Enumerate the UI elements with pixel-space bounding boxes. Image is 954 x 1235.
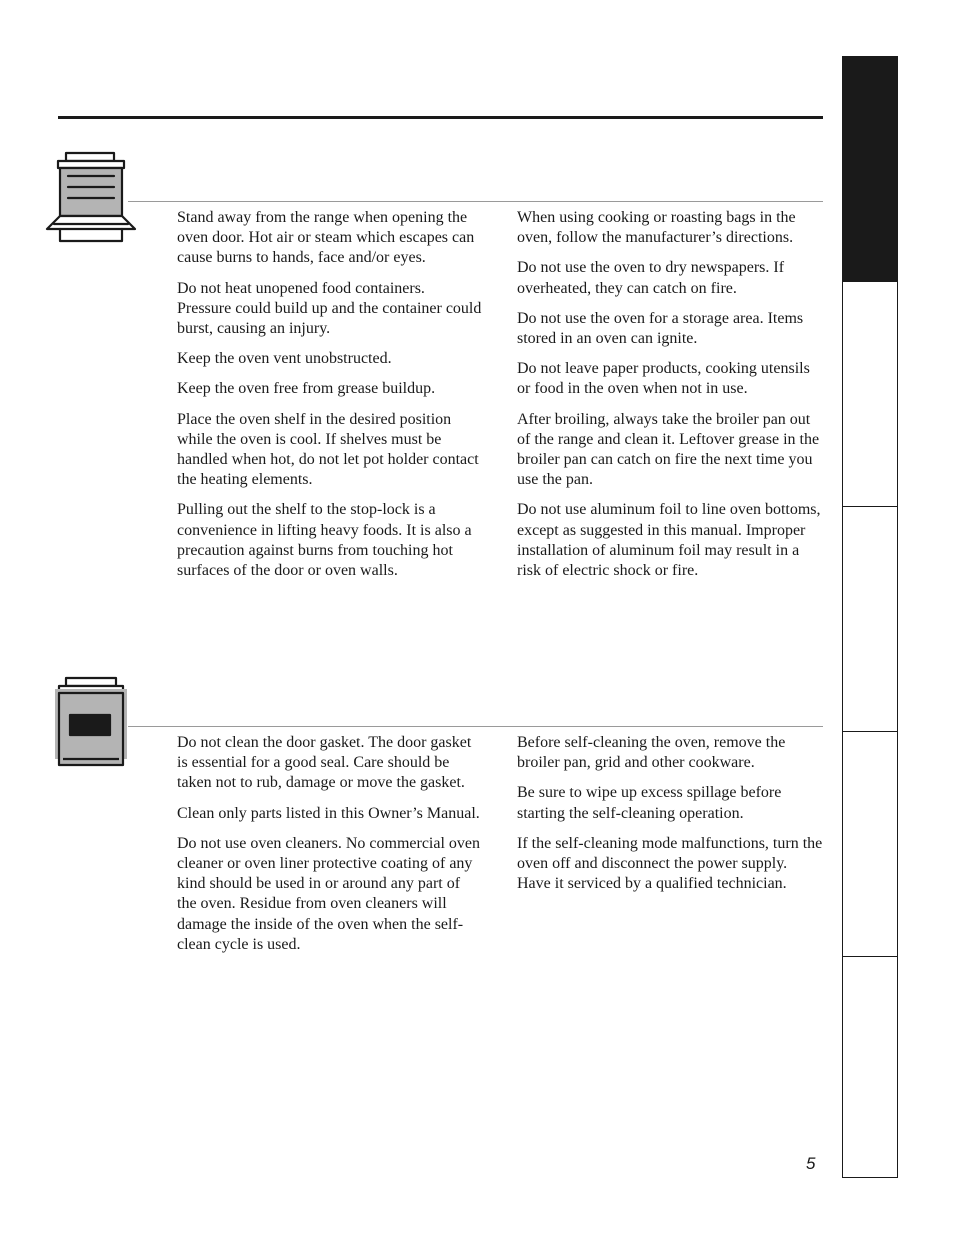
tab-operating[interactable] [842, 281, 898, 507]
section-rule [128, 726, 823, 727]
paragraph: Place the oven shelf in the desired position while the oven is cool. If shelves must be handled when hot, do not let pot holder contact the heating elements. [177, 410, 479, 489]
side-tabs [842, 56, 898, 1178]
tab-safety-active[interactable] [842, 56, 898, 282]
top-rule [58, 116, 823, 119]
paragraph: When using cooking or roasting bags in the oven, follow the manufacturer’s directions. [517, 209, 796, 247]
open-oven-icon [44, 150, 138, 244]
paragraph: If the self-cleaning mode malfunctions, turn the oven off and disconnect the power supply. Have it serviced by a qualified technician. [517, 834, 823, 893]
paragraph: Do not use oven cleaners. No commercial oven cleaner or oven liner protective coating of any kind should be used in or around any part of the oven. Residue from oven cleaners will damage the inside of the oven when the self-clean cycle is used. [177, 834, 481, 953]
page-number: 5 [806, 1154, 816, 1173]
paragraph: Pulling out the shelf to the stop-lock is a convenience in lifting heavy foods. It is also a precaution against burns from touching hot surfaces of the door or oven walls. [177, 501, 472, 580]
paragraph: Keep the oven free from grease buildup. [177, 380, 436, 398]
section-2-left-column [177, 733, 483, 965]
tab-troubleshooting[interactable] [842, 731, 898, 957]
tab-care-cleaning[interactable] [842, 506, 898, 732]
section-rule [128, 201, 823, 202]
paragraph: After broiling, always take the broiler pan out of the range and clean it. Leftover grease in the broiler pan can catch on fire the next time you use the pan. [517, 410, 820, 489]
paragraph: Keep the oven vent unobstructed. [177, 350, 392, 368]
paragraph: Clean only parts listed in this Owner’s Manual. [177, 804, 480, 822]
tab-customer-service[interactable] [842, 956, 898, 1178]
paragraph: Do not heat unopened food containers. Pressure could build up and the container could burst, causing an injury. [177, 279, 482, 338]
paragraph: Be sure to wipe up excess spillage before starting the self-cleaning operation. [517, 784, 782, 822]
paragraph: Do not use aluminum foil to line oven bottoms, except as suggested in this manual. Improper installation of aluminum foil may result in a risk of electric shock or fire. [517, 501, 821, 580]
paragraph: Before self-cleaning the oven, remove the broiler pan, grid and other cookware. [517, 734, 786, 772]
section-2-right-column [517, 733, 823, 904]
section-1-left-column [177, 208, 483, 591]
paragraph: Stand away from the range when opening the oven door. Hot air or steam which escapes can cause burns to hands, face and/or eyes. [177, 209, 475, 267]
self-clean-oven-icon [54, 675, 130, 769]
paragraph: Do not clean the door gasket. The door gasket is essential for a good seal. Care should be taken not to rub, damage or move the gasket. [177, 734, 472, 792]
section-1-right-column [517, 208, 823, 591]
paragraph: Do not use the oven for a storage area. Items stored in an oven can ignite. [517, 309, 804, 348]
paragraph: Do not leave paper products, cooking utensils or food in the oven when not in use. [517, 360, 810, 398]
paragraph: Do not use the oven to dry newspapers. If overheated, they can catch on fire. [517, 259, 785, 297]
